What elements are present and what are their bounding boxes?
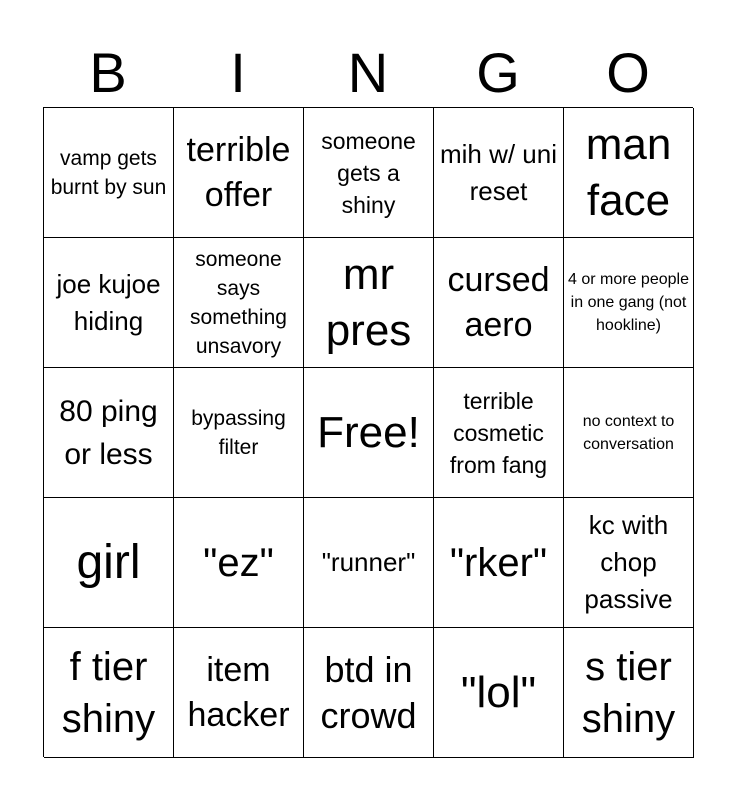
cell-text: btd in crowd [320, 648, 417, 736]
bingo-cell[interactable] [174, 368, 304, 498]
bingo-cell[interactable] [564, 628, 694, 758]
header-letter-o: O [606, 41, 650, 104]
bingo-cell[interactable] [434, 368, 564, 498]
header-letter-b: B [89, 41, 127, 104]
bingo-cell[interactable] [44, 368, 174, 498]
cell-text: mih w/ uni reset [439, 138, 558, 206]
cell-text: terrible cosmetic from fang [449, 387, 548, 478]
cell-text: 80 ping or less [59, 394, 158, 471]
cell-text: f tier shiny [61, 644, 156, 741]
cell-text: girl [76, 535, 141, 589]
cell-text: terrible offer [186, 130, 291, 214]
bingo-cell[interactable] [174, 628, 304, 758]
bingo-cell[interactable] [44, 238, 174, 368]
cell-text: Free! [317, 407, 420, 457]
bingo-cell[interactable] [564, 498, 694, 628]
header-letter-n: N [347, 41, 389, 104]
cell-text: vamp gets burnt by sun [50, 146, 167, 199]
cell-text: cursed aero [447, 260, 550, 344]
cell-text: no context to conversation [582, 412, 675, 453]
bingo-grid [43, 107, 693, 757]
cell-text: item hacker [187, 650, 290, 734]
cell-text: someone gets a shiny [321, 127, 416, 218]
cell-text: "runner" [321, 547, 416, 577]
cell-text: "ez" [203, 540, 274, 585]
bingo-cell[interactable] [174, 108, 304, 238]
bingo-cell[interactable] [304, 498, 434, 628]
cell-text: s tier shiny [581, 644, 676, 741]
cell-text: man face [585, 119, 672, 225]
bingo-cell[interactable] [304, 108, 434, 238]
cell-text: 4 or more people in one gang (not hookline) [568, 271, 689, 334]
bingo-cell[interactable] [564, 238, 694, 368]
cell-text: mr pres [325, 249, 412, 355]
cell-text: joe kujoe hiding [56, 268, 161, 336]
bingo-cell[interactable] [44, 498, 174, 628]
bingo-cell[interactable] [304, 628, 434, 758]
cell-text: someone says something unsavory [190, 247, 287, 358]
cell-text: "lol" [460, 667, 537, 717]
header-letter-i: I [230, 41, 246, 104]
bingo-cell[interactable] [174, 238, 304, 368]
bingo-header [43, 40, 693, 106]
cell-text: kc with chop passive [584, 510, 673, 614]
bingo-cell[interactable] [174, 498, 304, 628]
header-letter-g: G [476, 41, 520, 104]
cell-text: "rker" [449, 540, 548, 585]
bingo-cell[interactable] [44, 108, 174, 238]
bingo-cell[interactable] [434, 498, 564, 628]
bingo-cell[interactable] [434, 238, 564, 368]
bingo-cell[interactable] [564, 108, 694, 238]
bingo-cell[interactable] [304, 238, 434, 368]
bingo-cell[interactable] [434, 628, 564, 758]
bingo-cell[interactable] [434, 108, 564, 238]
cell-text: bypassing filter [191, 406, 286, 459]
bingo-cell[interactable] [564, 368, 694, 498]
bingo-cell[interactable] [44, 628, 174, 758]
bingo-cell free-space[interactable] [304, 368, 434, 498]
